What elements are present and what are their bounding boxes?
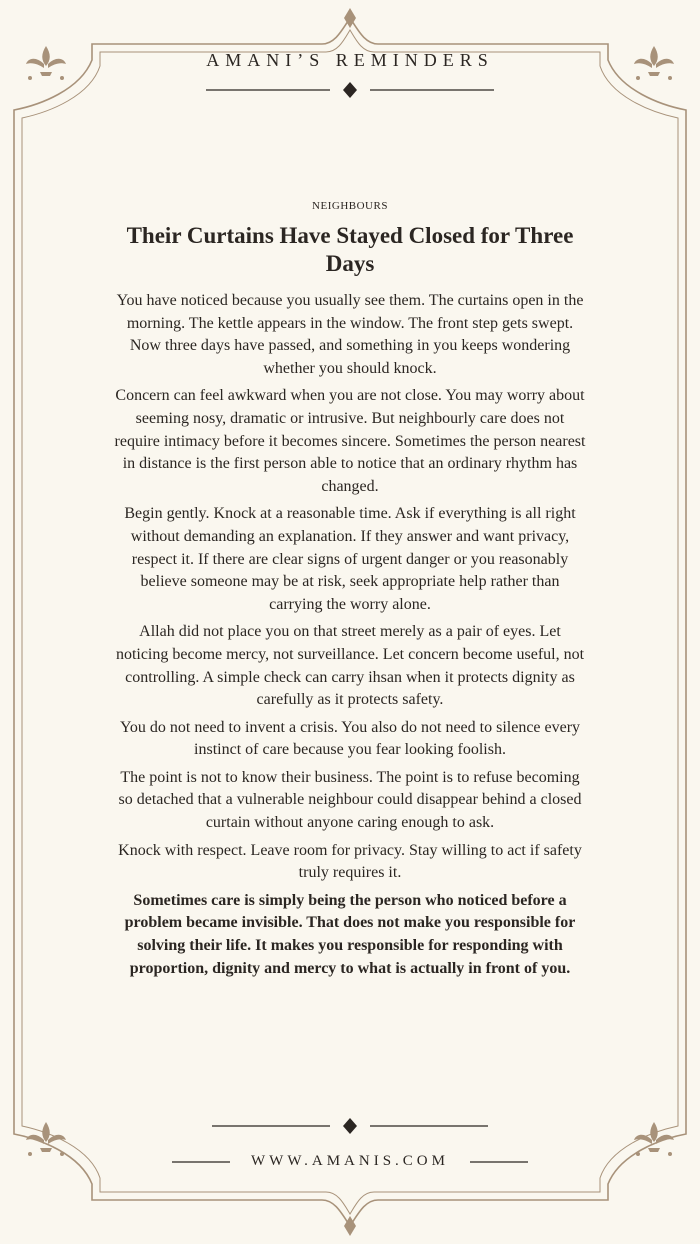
paragraph: Knock with respect. Leave room for privacy. Stay willing to act if safety truly requires it. bbox=[118, 841, 582, 882]
article bbox=[112, 200, 588, 985]
diamond-icon bbox=[343, 82, 357, 98]
website-url[interactable]: WWW.AMANIS.COM bbox=[251, 1153, 449, 1169]
paragraph: Begin gently. Knock at a reasonable time. Ask if everything is all right without demanding an explanation. If they answer and want privacy, respect it. If there are clear signs of urgent danger or you reasonably believe someone may be at risk, seek appropriate help rather than carrying the worry alone. bbox=[124, 505, 576, 613]
paragraph: Allah did not place you on that street merely as a pair of eyes. Let noticing become mercy, not surveillance. Let concern become useful, not controlling. A simple check can carry ihsan when it protects dignity as carefully as it protects safety. bbox=[115, 623, 585, 709]
paragraph: The point is not to know their business. The point is to refuse becoming so detached that a vulnerable neighbour could disappear behind a closed curtain without anyone caring enough to ask. bbox=[118, 768, 582, 832]
paragraph: You have noticed because you usually see them. The curtains open in the morning. The kettle appears in the window. The front step gets swept. Now three days have passed, and something in you keeps wondering whether you should knock. bbox=[116, 292, 584, 377]
article-title: Their Curtains Have Stayed Closed for Three Days bbox=[126, 223, 574, 276]
closing-paragraph: Sometimes care is simply being the person who noticed before a problem became invisible. That does not make you responsible for solving their life. It makes you responsible for responding with proportion, dignity and mercy to what is actually in front of you. bbox=[124, 891, 576, 977]
brand-title: AMANI’S REMINDERS bbox=[206, 50, 494, 70]
paragraph: You do not need to invent a crisis. You also do not need to silence every instinct of care because you fear looking foolish. bbox=[119, 718, 581, 759]
paragraph: Concern can feel awkward when you are not close. You may worry about seeming nosy, dramatic or intrusive. But neighbourly care does not require intimacy before it becomes sincere. Sometimes the person nearest in distance is the first person able to notice that an ordinary rhythm has changed. bbox=[114, 387, 586, 495]
category-label: NEIGHBOURS bbox=[312, 200, 388, 212]
diamond-icon bbox=[343, 1118, 357, 1134]
